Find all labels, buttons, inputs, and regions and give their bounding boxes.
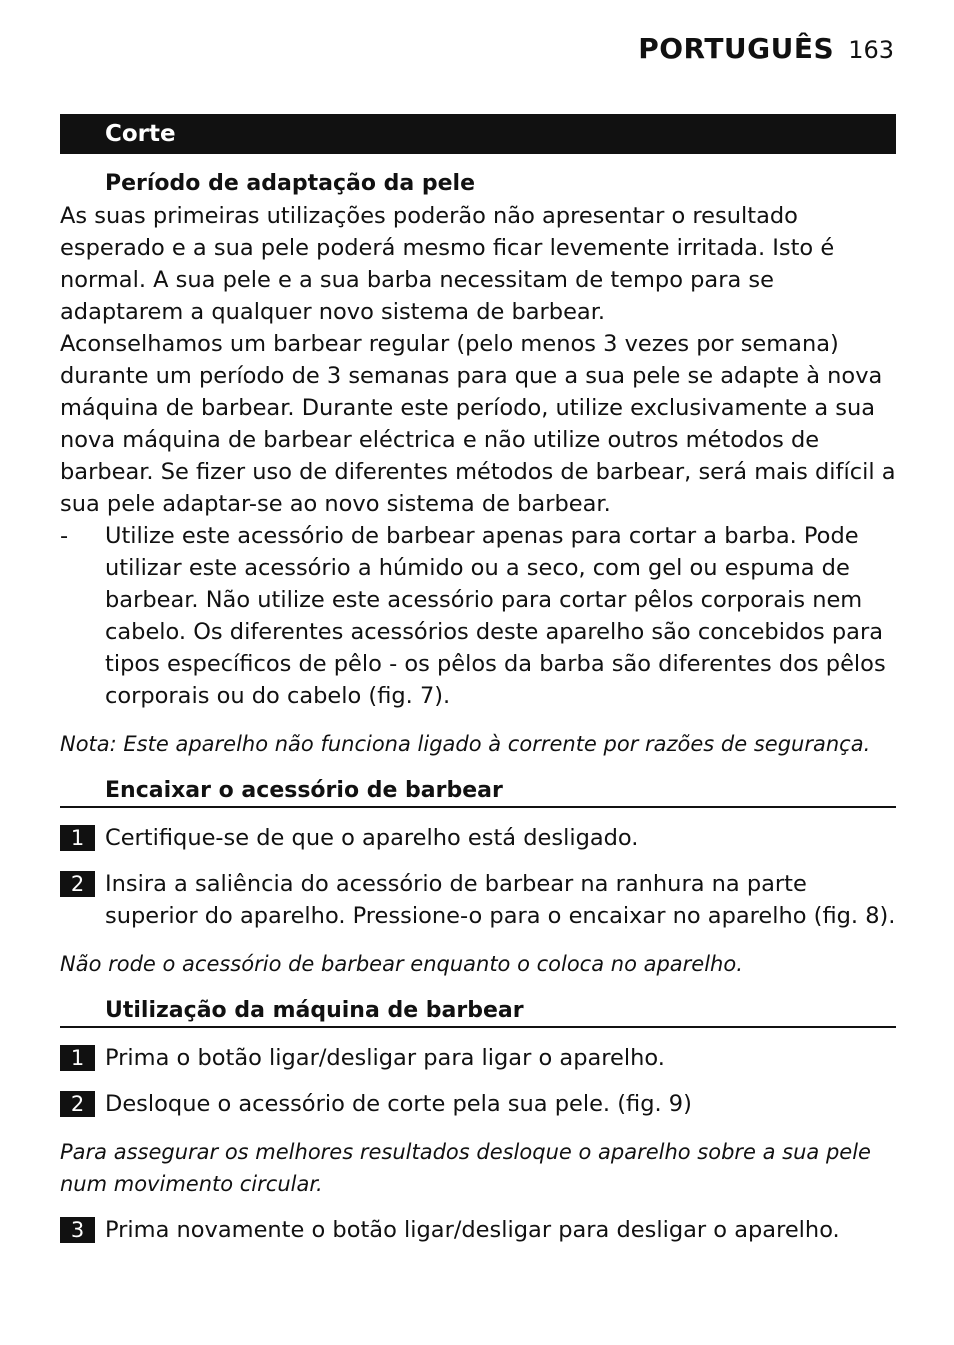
usage-step (60, 1042, 896, 1074)
step-text: Desloque o acessório de corte pela sua pele. (fig. 9) (105, 1091, 692, 1117)
dash-mark: - (60, 523, 69, 549)
adaptation-paragraph-1: As suas primeiras utilizações poderão não apresentar o resultado esperado e a sua pele poderá mesmo ficar levemente irritada. Isto é normal. A sua pele e a sua barba necessitam de tempo para se adaptarem a qualquer novo sistema de barbear. (60, 203, 835, 325)
step-text: Insira a saliência do acessório de barbear na ranhura na parte superior do aparelho. Pressione-o para o encaixar no aparelho (fig. 8). (105, 871, 896, 929)
page-header (60, 32, 894, 76)
adaptation-heading: Período de adaptação da pele (105, 171, 475, 196)
adaptation-paragraph-2: Aconselhamos um barbear regular (pelo menos 3 vezes por semana) durante um período de 3 semanas para que a sua pele se adapte à nova máquina de barbear. Durante este período, utilize exclusivamente a sua nova máquina de barbear eléctrica e não utilize outros métodos de barbear. Se fizer uso de diferentes métodos de barbear, será mais difícil a sua pele adaptar-se ao novo sistema de barbear. (60, 331, 896, 517)
step-text: Certifique-se de que o aparelho está desligado. (105, 825, 639, 851)
usage-step (60, 1214, 896, 1246)
page-number: 163 (848, 36, 894, 64)
page-content (60, 114, 896, 1246)
adaptation-note: Nota: Este aparelho não funciona ligado à corrente por razões de segurança. (60, 732, 871, 756)
step-number-badge: 1 (60, 1045, 95, 1071)
attach-note: Não rode o acessório de barbear enquanto o coloca no aparelho. (60, 952, 743, 976)
usage-heading: Utilização da máquina de barbear (60, 996, 896, 1028)
attach-step (60, 822, 896, 854)
bullet-text: Utilize este acessório de barbear apenas para cortar a barba. Pode utilizar este acessório a húmido ou a seco, com gel ou espuma de barbear. Não utilize este acessório para cortar pêlos corporais nem cabelo. Os diferentes acessórios deste aparelho são concebidos para tipos específicos de pêlo - os pêlos da barba são diferentes dos pêlos corporais ou do cabelo (fig. 7). (105, 523, 886, 709)
attach-step (60, 868, 896, 932)
language-label: PORTUGUÊS (638, 32, 835, 65)
step-number-badge: 1 (60, 825, 95, 851)
attach-heading: Encaixar o acessório de barbear (60, 776, 896, 808)
section-title: Corte (60, 114, 896, 154)
usage-note: Para assegurar os melhores resultados desloque o aparelho sobre a sua pele num movimento circular. (60, 1140, 871, 1196)
step-text: Prima o botão ligar/desligar para ligar o aparelho. (105, 1045, 665, 1071)
usage-step (60, 1088, 896, 1120)
step-text: Prima novamente o botão ligar/desligar para desligar o aparelho. (105, 1217, 840, 1243)
step-number-badge: 2 (60, 1091, 95, 1117)
step-number-badge: 3 (60, 1217, 95, 1243)
adaptation-bullet (60, 520, 896, 712)
step-number-badge: 2 (60, 871, 95, 897)
